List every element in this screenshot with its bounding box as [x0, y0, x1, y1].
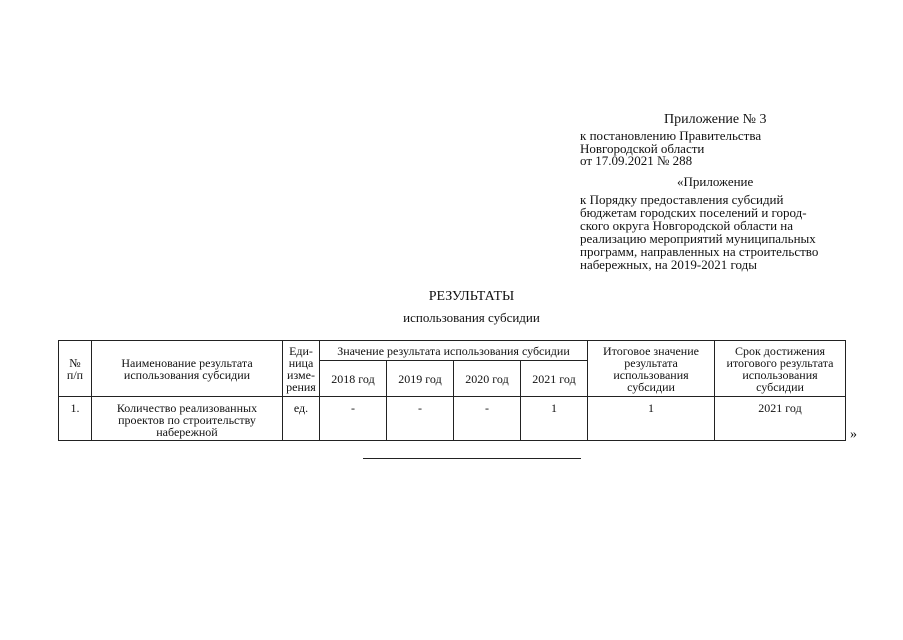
cell-name-line: проектов по строительству: [118, 413, 256, 427]
header-total-line: Итоговое значение: [603, 344, 699, 358]
cell-name-line: набережной: [156, 425, 218, 439]
header-total: [588, 341, 715, 397]
header-name-line: использования субсидии: [123, 367, 251, 382]
header-unit: [283, 341, 320, 397]
order-line: ского округа Новгородской области на: [580, 218, 794, 233]
order-line: реализацию мероприятий муниципальных: [580, 231, 816, 246]
header-total-line: результата: [624, 356, 678, 370]
header-name-line: Наименование результата: [121, 355, 253, 370]
header-unit-line: рения: [286, 379, 316, 394]
header-num-line: №: [69, 355, 81, 370]
cell-unit: ед.: [283, 397, 320, 441]
header-deadline-line: субсидии: [756, 380, 804, 394]
cell-2020: -: [454, 397, 521, 441]
header-deadline-line: итогового результата: [726, 356, 834, 370]
header-num: [59, 341, 92, 397]
header-deadline-line: Срок достижения: [734, 344, 826, 358]
header-num-line: п/п: [66, 367, 84, 382]
order-line: к Порядку предоставления субсидий: [580, 192, 784, 207]
header-deadline: [715, 341, 846, 397]
header-name: [92, 341, 283, 397]
cell-total: 1: [588, 397, 715, 441]
appendix-label: «Приложение: [677, 174, 754, 189]
cell-name-line: Количество реализованных: [116, 401, 258, 415]
document-title: РЕЗУЛЬТАТЫ: [428, 289, 515, 304]
order-reference: [580, 193, 818, 271]
cell-num: 1.: [59, 397, 92, 441]
header-deadline-line: использования: [742, 368, 818, 382]
cell-2018: -: [320, 397, 387, 441]
header-values-group: Значение результата использования субсидии: [320, 341, 588, 361]
header-total-line: субсидии: [627, 380, 675, 394]
header-total-line: использования: [613, 368, 689, 382]
decree-line: к постановлению Правительства: [580, 128, 762, 143]
appendix-number: Приложение № 3: [664, 112, 767, 127]
header-year-2020: 2020 год: [454, 361, 521, 397]
decree-line: Новгородской области: [580, 140, 705, 156]
order-line: набережных, на 2019-2021 годы: [580, 257, 757, 272]
order-line: программ, направленных на строительство: [580, 244, 819, 259]
cell-name: [92, 397, 283, 441]
decree-reference: [580, 130, 761, 168]
header-year-2021: 2021 год: [521, 361, 588, 397]
document-subtitle: использования субсидии: [403, 310, 540, 325]
decree-line: от 17.09.2021 № 288: [580, 153, 693, 168]
cell-2021: 1: [521, 397, 588, 441]
closing-quote: »: [850, 427, 857, 442]
header-unit-line: изме-: [287, 367, 315, 382]
order-line: бюджетам городских поселений и город-: [580, 205, 807, 220]
table-header-row: [59, 341, 846, 361]
bottom-divider: [363, 458, 581, 459]
header-year-2019: 2019 год: [387, 361, 454, 397]
header-year-2018: 2018 год: [320, 361, 387, 397]
header-unit-line: Еди-: [289, 343, 313, 358]
cell-2019: -: [387, 397, 454, 441]
cell-deadline: 2021 год: [715, 397, 846, 441]
header-unit-line: ница: [288, 355, 314, 370]
results-table: [58, 340, 846, 441]
table-row: [59, 397, 846, 441]
